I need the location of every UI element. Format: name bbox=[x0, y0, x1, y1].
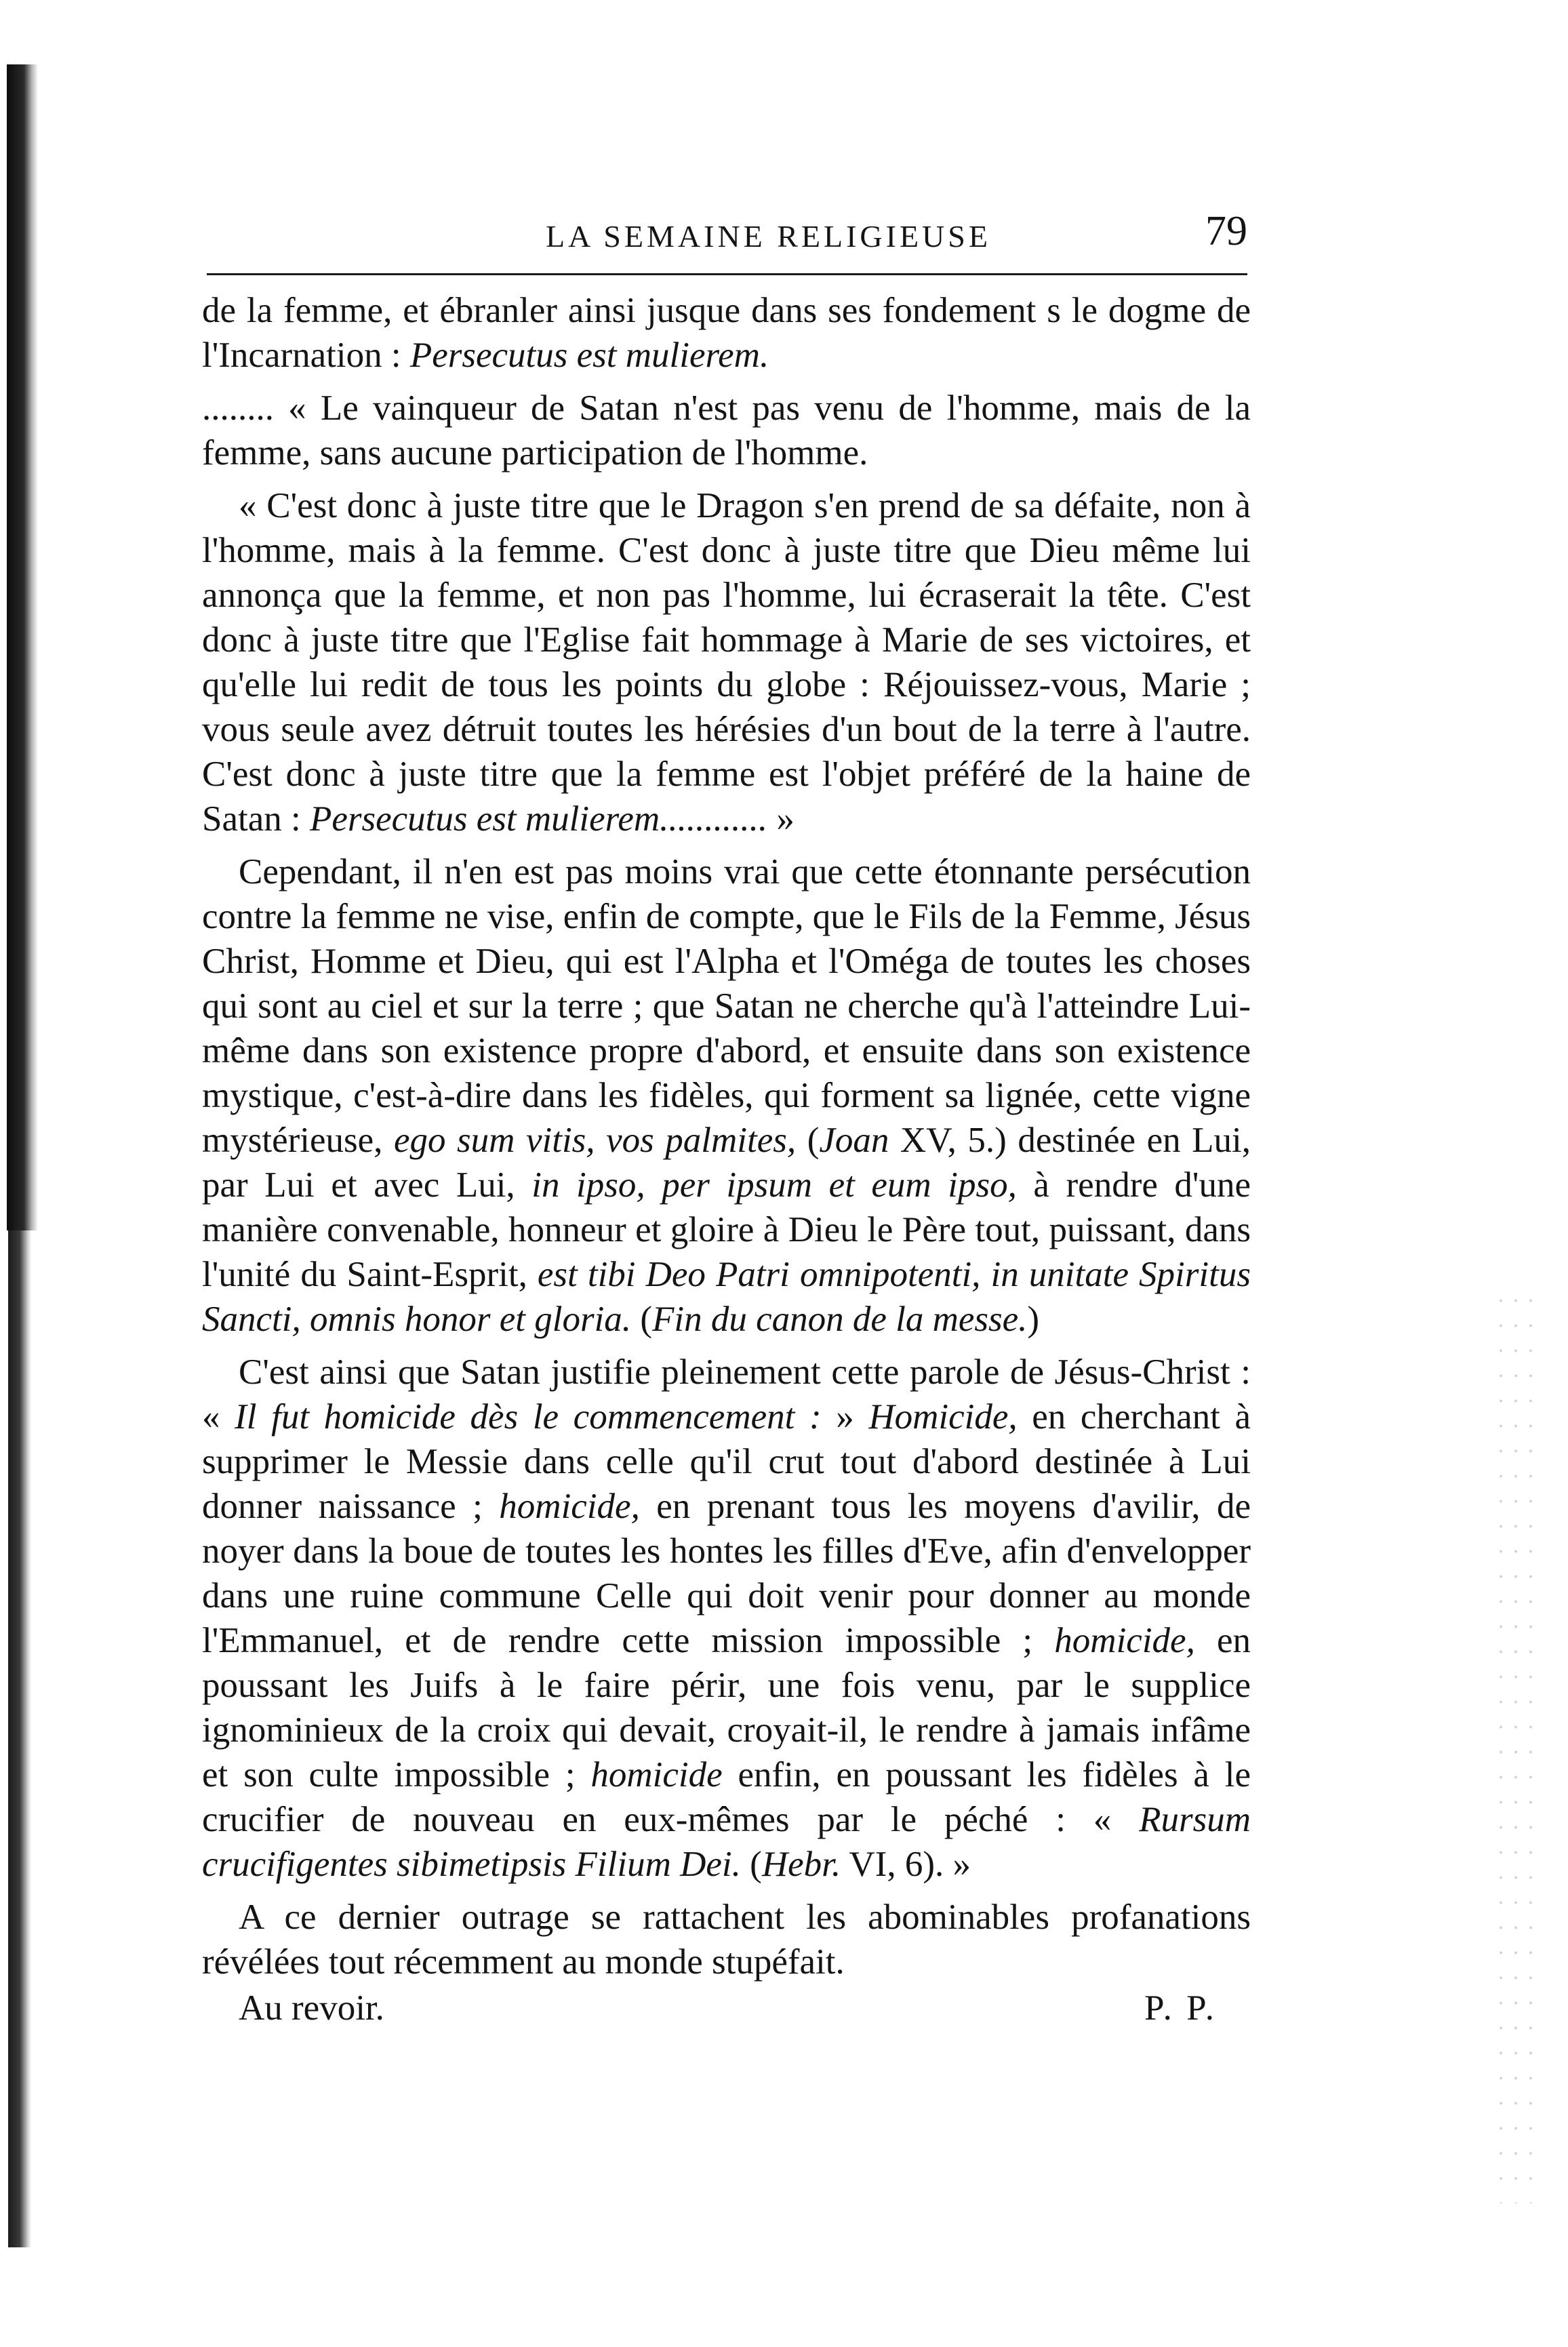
closing-line bbox=[202, 1986, 1251, 2030]
page-header bbox=[203, 203, 1247, 264]
paragraph-4: Cependant, il n'en est pas moins vrai que cette étonnante persécution contre la femme ne vise, enfin de compte, que le Fils de la Femme, Jésus Christ, Homme et Dieu, qui est l'Alpha et l'Oméga de toutes les choses qui sont au ciel et sur la terre ; que Satan ne cherche qu'à l'atteindre Lui-même dans son existence propre d'abord, et ensuite dans son existence mystique, c'est-à-dire dans les fidèles, qui forment sa lignée, cette vigne mystérieuse, ego sum vitis, vos palmites, (Joan XV, 5.) destinée en Lui, par Lui et avec Lui, in ipso, per ipsum et eum ipso, à rendre d'une manière convenable, honneur et gloire à Dieu le Père tout, puissant, dans l'unité du Saint-Esprit, est tibi Deo Patri omnipotenti, in unitate Spiritus Sancti, omnis honor et gloria. (Fin du canon de la messe.) bbox=[202, 852, 1251, 1339]
signature: P. P. bbox=[1144, 1988, 1217, 2028]
farewell: Au revoir. bbox=[239, 1988, 384, 2028]
paper-specks bbox=[1493, 1288, 1541, 2203]
paragraph-2: ........ « Le vainqueur de Satan n'est pas venu de l'homme, mais de la femme, sans aucune participation de l'homme. bbox=[202, 388, 1251, 473]
book-spine-shadow bbox=[7, 64, 38, 1230]
paragraph-1: de la femme, et ébranler ainsi jusque dans ses fondement s le dogme de l'Incarnation : Persecutus est mulierem. bbox=[202, 291, 1251, 375]
paragraph-5: C'est ainsi que Satan justifie pleinement cette parole de Jésus-Christ : « Il fut homicide dès le commencement : » Homicide, en cherchant à supprimer le Messie dans celle qu'il crut tout d'abord destinée à Lui donner naissance ; homicide, en prenant tous les moyens d'avilir, de noyer dans la boue de toutes les hontes les filles d'Eve, afin d'envelopper dans une ruine commune Celle qui doit venir pour donner au monde l'Emmanuel, et de rendre cette mission impossible ; homicide, en poussant les Juifs à le faire périr, une fois venu, par le supplice ignominieux de la croix qui devait, croyait-il, le rendre à jamais infâme et son culte impossible ; homicide enfin, en poussant les fidèles à le crucifier de nouveau en eux-mêmes par le péché : « Rursum crucifigentes sibimetipsis Filium Dei. (Hebr. VI, 6). » bbox=[202, 1352, 1251, 1884]
article-body bbox=[202, 288, 1251, 2030]
paragraph-6: A ce dernier outrage se rattachent les abominables profanations révélées tout récemment au monde stupéfait. bbox=[202, 1898, 1251, 1982]
book-spine-shadow-lower bbox=[8, 1230, 31, 2247]
header-rule bbox=[207, 273, 1247, 275]
paragraph-3: « C'est donc à juste titre que le Dragon s'en prend de sa défaite, non à l'homme, mais à la femme. C'est donc à juste titre que Dieu même lui annonça que la femme, et non pas l'homme, lui écraserait la tête. C'est donc à juste titre que l'Eglise fait hommage à Marie de ses victoires, et qu'elle lui redit de tous les points du globe : Réjouissez-vous, Marie ; vous seule avez détruit toutes les hérésies d'un bout de la terre à l'autre. C'est donc à juste titre que la femme est l'objet préféré de la haine de Satan : Persecutus est mulierem............ » bbox=[202, 486, 1251, 839]
running-title: LA SEMAINE RELIGIEUSE bbox=[546, 219, 991, 254]
page-number: 79 bbox=[1205, 208, 1247, 254]
